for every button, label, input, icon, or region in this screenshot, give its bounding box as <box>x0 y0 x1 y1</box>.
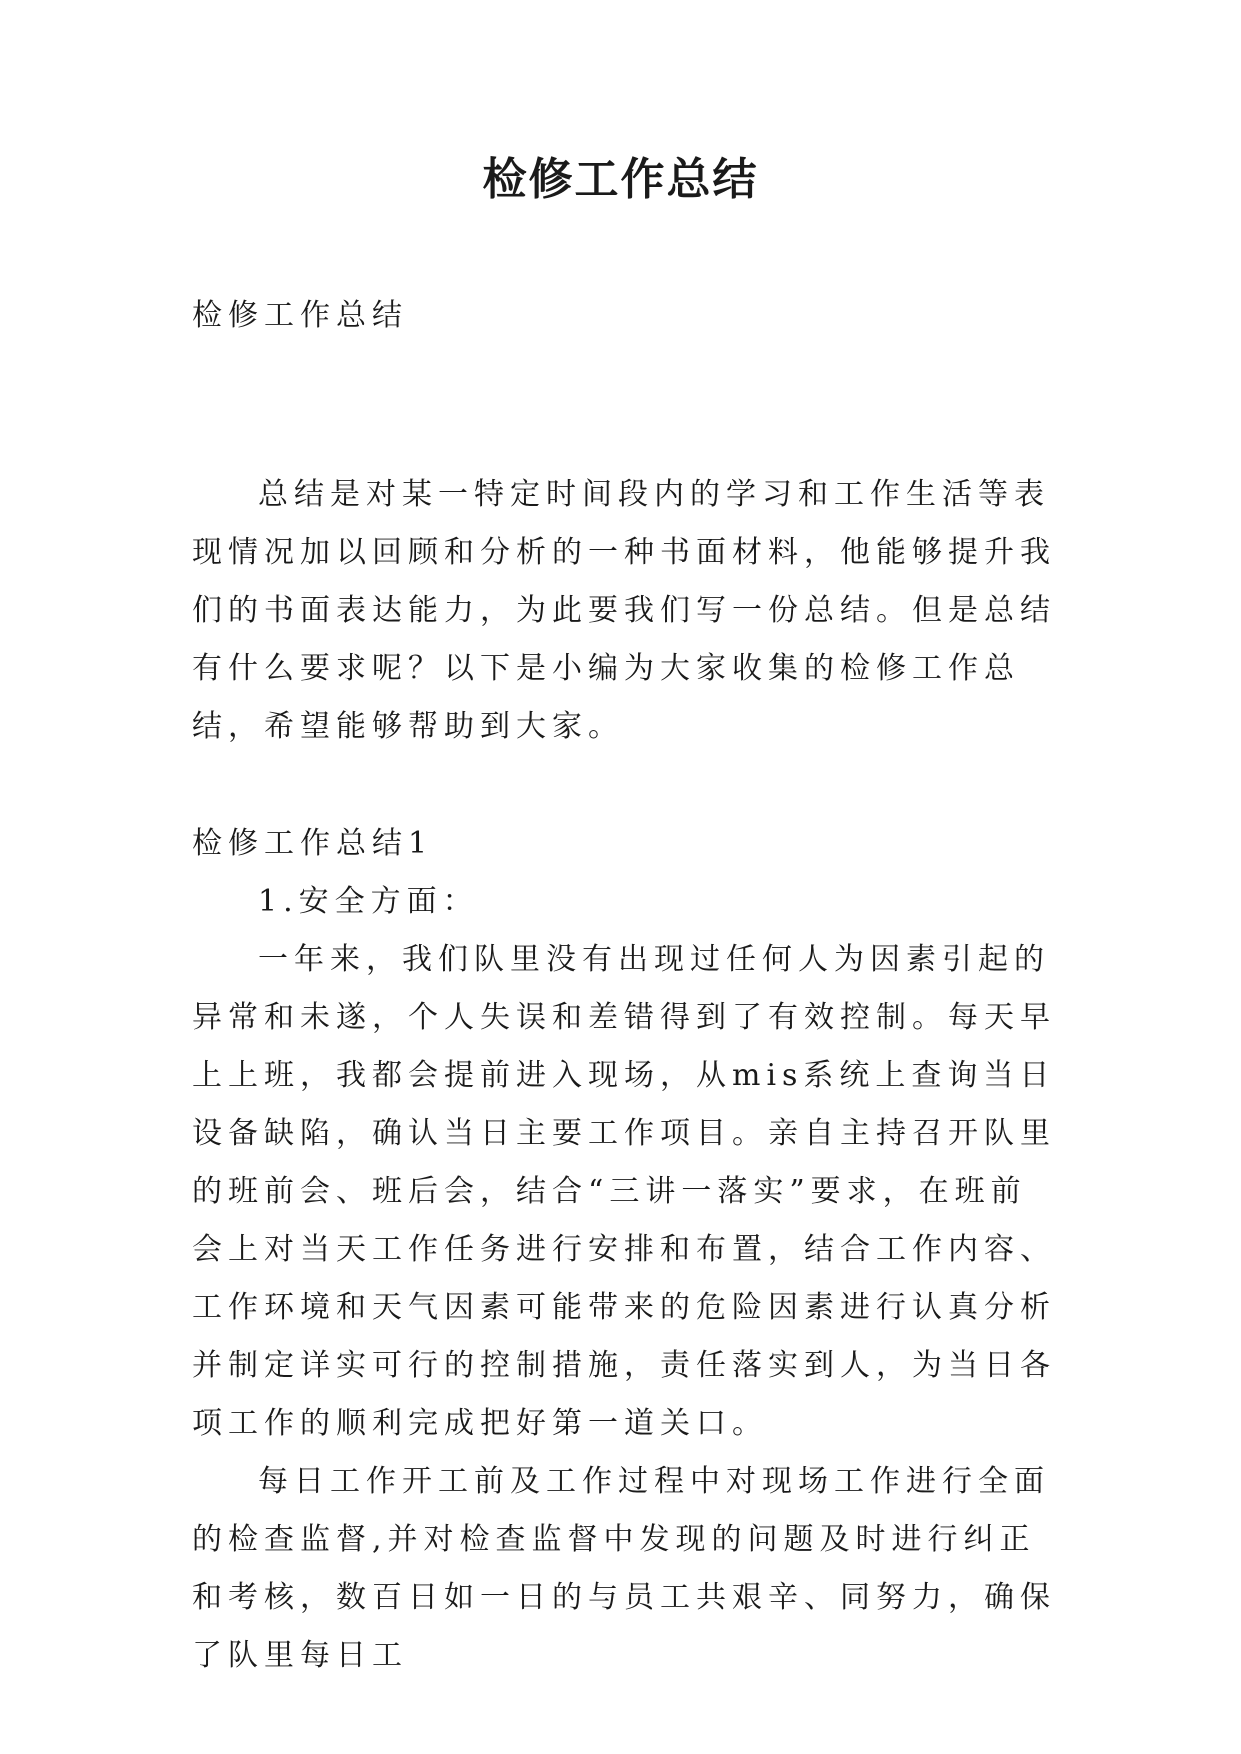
section-1-item-heading: 1.安全方面： <box>258 884 479 919</box>
document-title: 检修工作总结 <box>482 154 759 205</box>
document-subtitle: 检修工作总结 <box>192 298 408 333</box>
section-1-heading: 检修工作总结1 <box>192 826 434 861</box>
section-1-paragraph-2: 每日工作开工前及工作过程中对现场工作进行全面的检查监督,并对检查监督中发现的问题及时进行纠正和考核，数百日如一日的与员工共艰辛、同努力，确保了队里每日工 <box>192 1464 1056 1673</box>
section-1 <box>192 815 1060 1685</box>
section-1-paragraph-1: 一年来，我们队里没有出现过任何人为因素引起的异常和未遂，个人失误和差错得到了有效控制。每天早上上班，我都会提前进入现场，从mis系统上查询当日设备缺陷，确认当日主要工作项目。亲自主持召开队里的班前会、班后会，结合“三讲一落实”要求，在班前会上对当天工作任务进行安排和布置，结合工作内容、工作环境和天气因素可能带来的危险因素进行认真分析并制定详实可行的控制措施，责任落实到人，为当日各项工作的顺利完成把好第一道关口。 <box>192 942 1056 1441</box>
intro-paragraph: 总结是对某一特定时间段内的学习和工作生活等表现情况加以回顾和分析的一种书面材料，他能够提升我们的书面表达能力，为此要我们写一份总结。但是总结有什么要求呢？以下是小编为大家收集的检修工作总结，希望能够帮助到大家。 <box>192 477 1056 744</box>
